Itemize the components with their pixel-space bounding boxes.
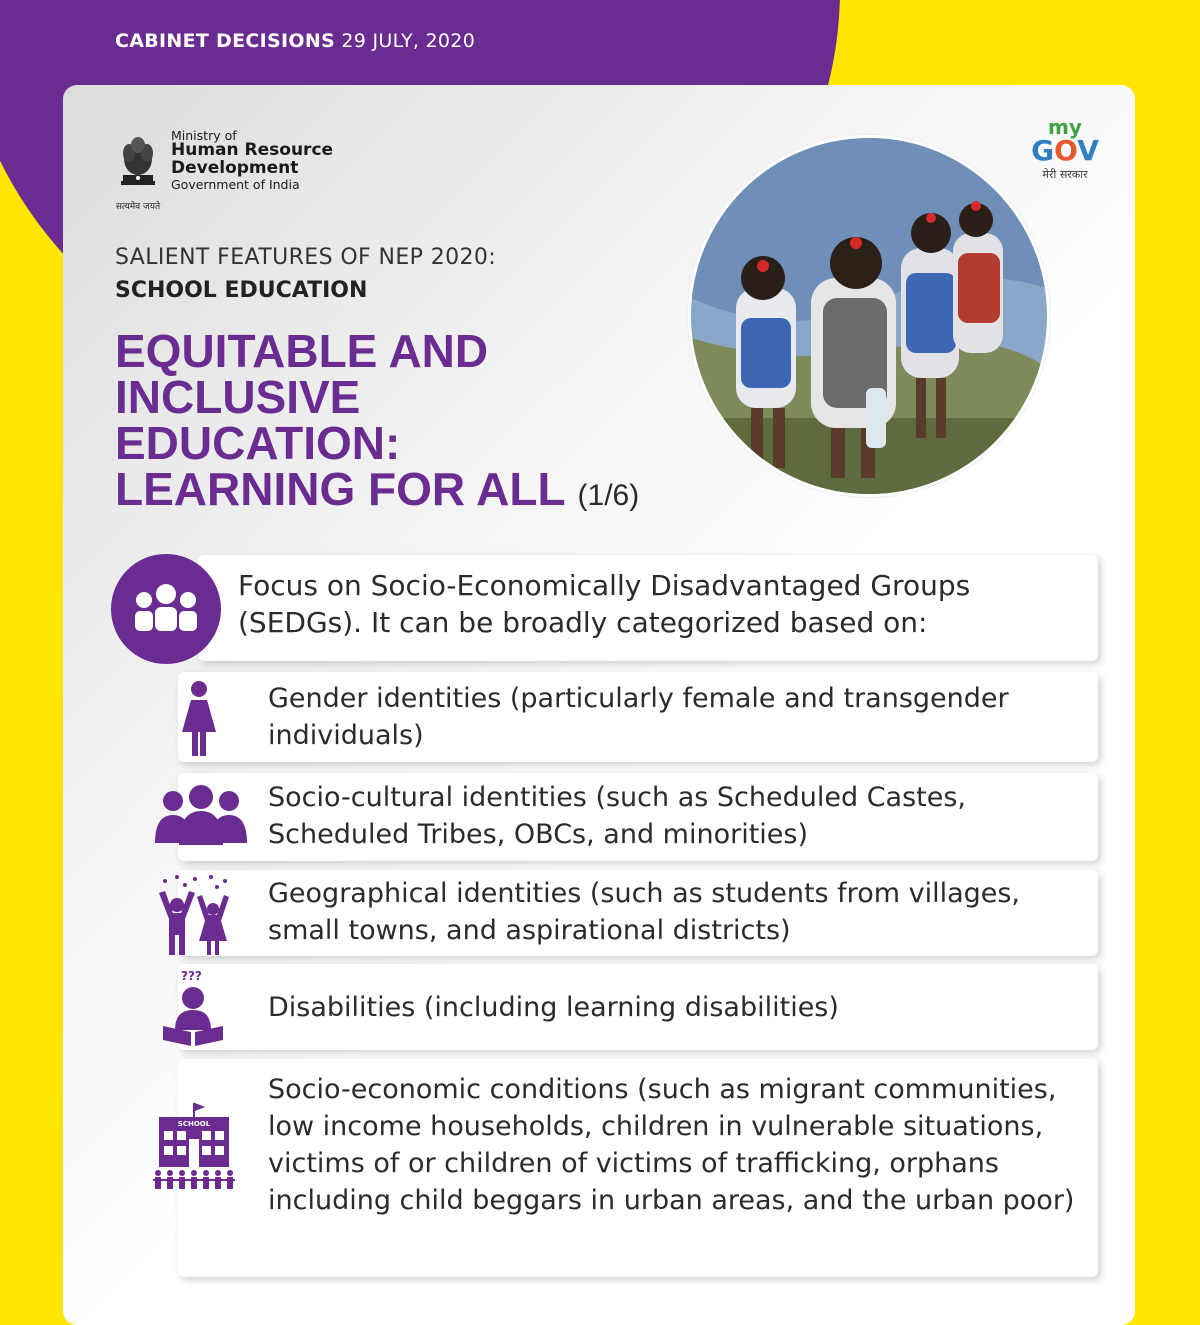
mygov-gov [1025,134,1105,167]
question-marks: ??? [181,969,202,983]
headline-line-4: LEARNING FOR ALL [115,463,565,515]
list-item-gender [178,672,1098,762]
children-celebrating-icon [155,875,235,959]
mygov-tagline: मेरी सरकार [1042,168,1088,181]
ministry-line-2: Human Resource [171,140,334,161]
mygov-o: O [1054,134,1078,167]
list-item-text: Socio-economic conditions (such as migrant communities, low income households, children in vulnerable situations, victims of or children of victims of trafficking, orphans including child beggars in urban areas, and the urban poor) [268,1074,1075,1216]
mygov-v: V [1077,134,1099,167]
children-walking-photo [688,135,1050,497]
ministry-line-4: Government of India [171,176,300,192]
ministry-name [171,129,333,191]
banner-date: 29 JULY, 2020 [341,30,476,52]
list-item-text: Disabilities (including learning disabilities) [268,992,839,1023]
mygov-g: G [1031,134,1055,167]
ministry-line-1: Ministry of [171,128,237,143]
top-banner [115,30,475,52]
ministry-line-3: Development [171,157,299,178]
school-children-icon [149,1103,239,1193]
list-item-text: Gender identities (particularly female and transgender individuals) [268,683,1009,751]
ministry-logo [113,129,333,212]
list-item-socio-economic [178,1059,1098,1277]
infographic-card [63,85,1135,1325]
confused-reader-icon [161,968,225,1048]
headline [115,325,715,519]
list-item-text: Geographical identities (such as students from villages, small towns, and aspirational districts) [268,878,1021,946]
intro-text: Focus on Socio-Economically Disadvantaged Groups (SEDGs). It can be broadly categorized based on: [238,569,971,639]
banner-title: CABINET DECISIONS [115,30,336,52]
people-group-icon [111,554,221,664]
headline-line-1: EQUITABLE AND [115,325,489,377]
headline-line-2: INCLUSIVE [115,371,361,423]
mygov-my: my [1048,115,1082,139]
female-icon [176,680,222,758]
headline-line-3: EDUCATION: [115,417,401,469]
school-sign: SCHOOL [177,1120,211,1128]
list-item-text: Socio-cultural identities (such as Scheduled Castes, Scheduled Tribes, OBCs, and minorities) [268,782,967,850]
list-item-socio-cultural [178,773,1098,861]
intro-row [198,555,1098,661]
subtitle-line-2: SCHOOL EDUCATION [115,278,368,303]
emblem-motto: सत्यमेव जयते [115,202,161,212]
headline-part-number: (1/6) [577,479,640,512]
mygov-logo [1025,117,1105,182]
national-emblem-icon [113,129,163,205]
subtitle-line-1: SALIENT FEATURES OF NEP 2020: [115,245,497,270]
list-item-disabilities [178,964,1098,1050]
group-icon [153,785,249,847]
list-item-geographical [178,870,1098,956]
